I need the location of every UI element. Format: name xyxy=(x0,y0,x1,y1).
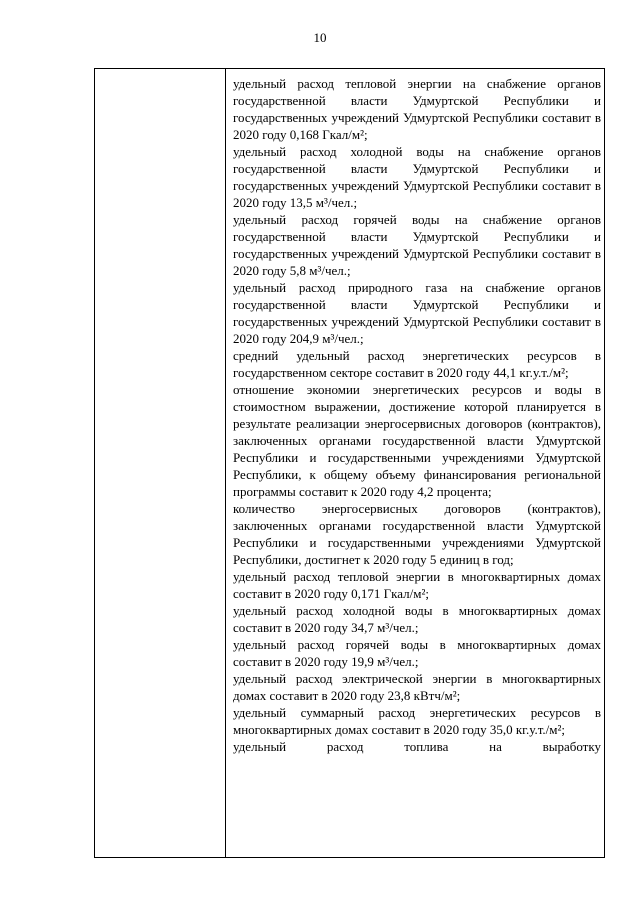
paragraph-cold-water-apartments: удельный расход холодной воды в многоквартирных домах составит в 2020 году 34,7 м³/чел.; xyxy=(233,603,601,635)
paragraph-natural-gas-government: удельный расход природного газа на снабжение органов государственной власти Удмуртской Республики и государственных учреждений Удмуртской Республики составит в 2020 году 204,9 м³/чел.; xyxy=(233,280,601,346)
paragraph-energy-service-contracts: количество энергосервисных договоров (контрактов), заключенных органами государственной власти Удмуртской Республики и государственными учреждениями Удмуртской Республики, достигнет к 2020 году 5 единиц в год; xyxy=(233,501,601,567)
paragraph-energy-resources-public-sector: средний удельный расход энергетических ресурсов в государственном секторе составит в 2020 году 44,1 кг.у.т./м²; xyxy=(233,348,601,380)
table-right-cell xyxy=(226,69,604,857)
table-left-cell xyxy=(95,69,226,857)
paragraph-hot-water-government: удельный расход горячей воды на снабжение органов государственной власти Удмуртской Республики и государственных учреждений Удмуртской Республики составит в 2020 году 5,8 м³/чел.; xyxy=(233,212,601,278)
paragraph-fuel-consumption: удельный расход топлива на выработку xyxy=(233,739,601,754)
paragraph-energy-savings-ratio: отношение экономии энергетических ресурсов и воды в стоимостном выражении, достижение которой планируется в результате реализации энергосервисных договоров (контрактов), заключенных органами государственной власти Удмуртской Республики и государственными учреждениями Удмуртской Республики, к общему объему финансирования региональной программы составит к 2020 году 4,2 процента; xyxy=(233,382,601,499)
paragraph-total-energy-apartments: удельный суммарный расход энергетических ресурсов в многоквартирных домах составит в 2020 году 35,0 кг.у.т./м²; xyxy=(233,705,601,737)
page-number: 10 xyxy=(313,30,327,45)
document-table xyxy=(94,68,605,858)
paragraph-cold-water-government: удельный расход холодной воды на снабжение органов государственной власти Удмуртской Республики и государственных учреждений Удмуртской Республики составит в 2020 году 13,5 м³/чел.; xyxy=(233,144,601,210)
paragraph-electric-energy-apartments: удельный расход электрической энергии в многоквартирных домах составит в 2020 году 23,8 кВтч/м²; xyxy=(233,671,601,703)
paragraph-heat-energy-government: удельный расход тепловой энергии на снабжение органов государственной власти Удмуртской Республики и государственных учреждений Удмуртской Республики составит в 2020 году 0,168 Гкал/м²; xyxy=(233,76,601,142)
paragraph-heat-energy-apartments: удельный расход тепловой энергии в многоквартирных домах составит в 2020 году 0,171 Гкал/м²; xyxy=(233,569,601,601)
paragraph-hot-water-apartments: удельный расход горячей воды в многоквартирных домах составит в 2020 году 19,9 м³/чел.; xyxy=(233,637,601,669)
